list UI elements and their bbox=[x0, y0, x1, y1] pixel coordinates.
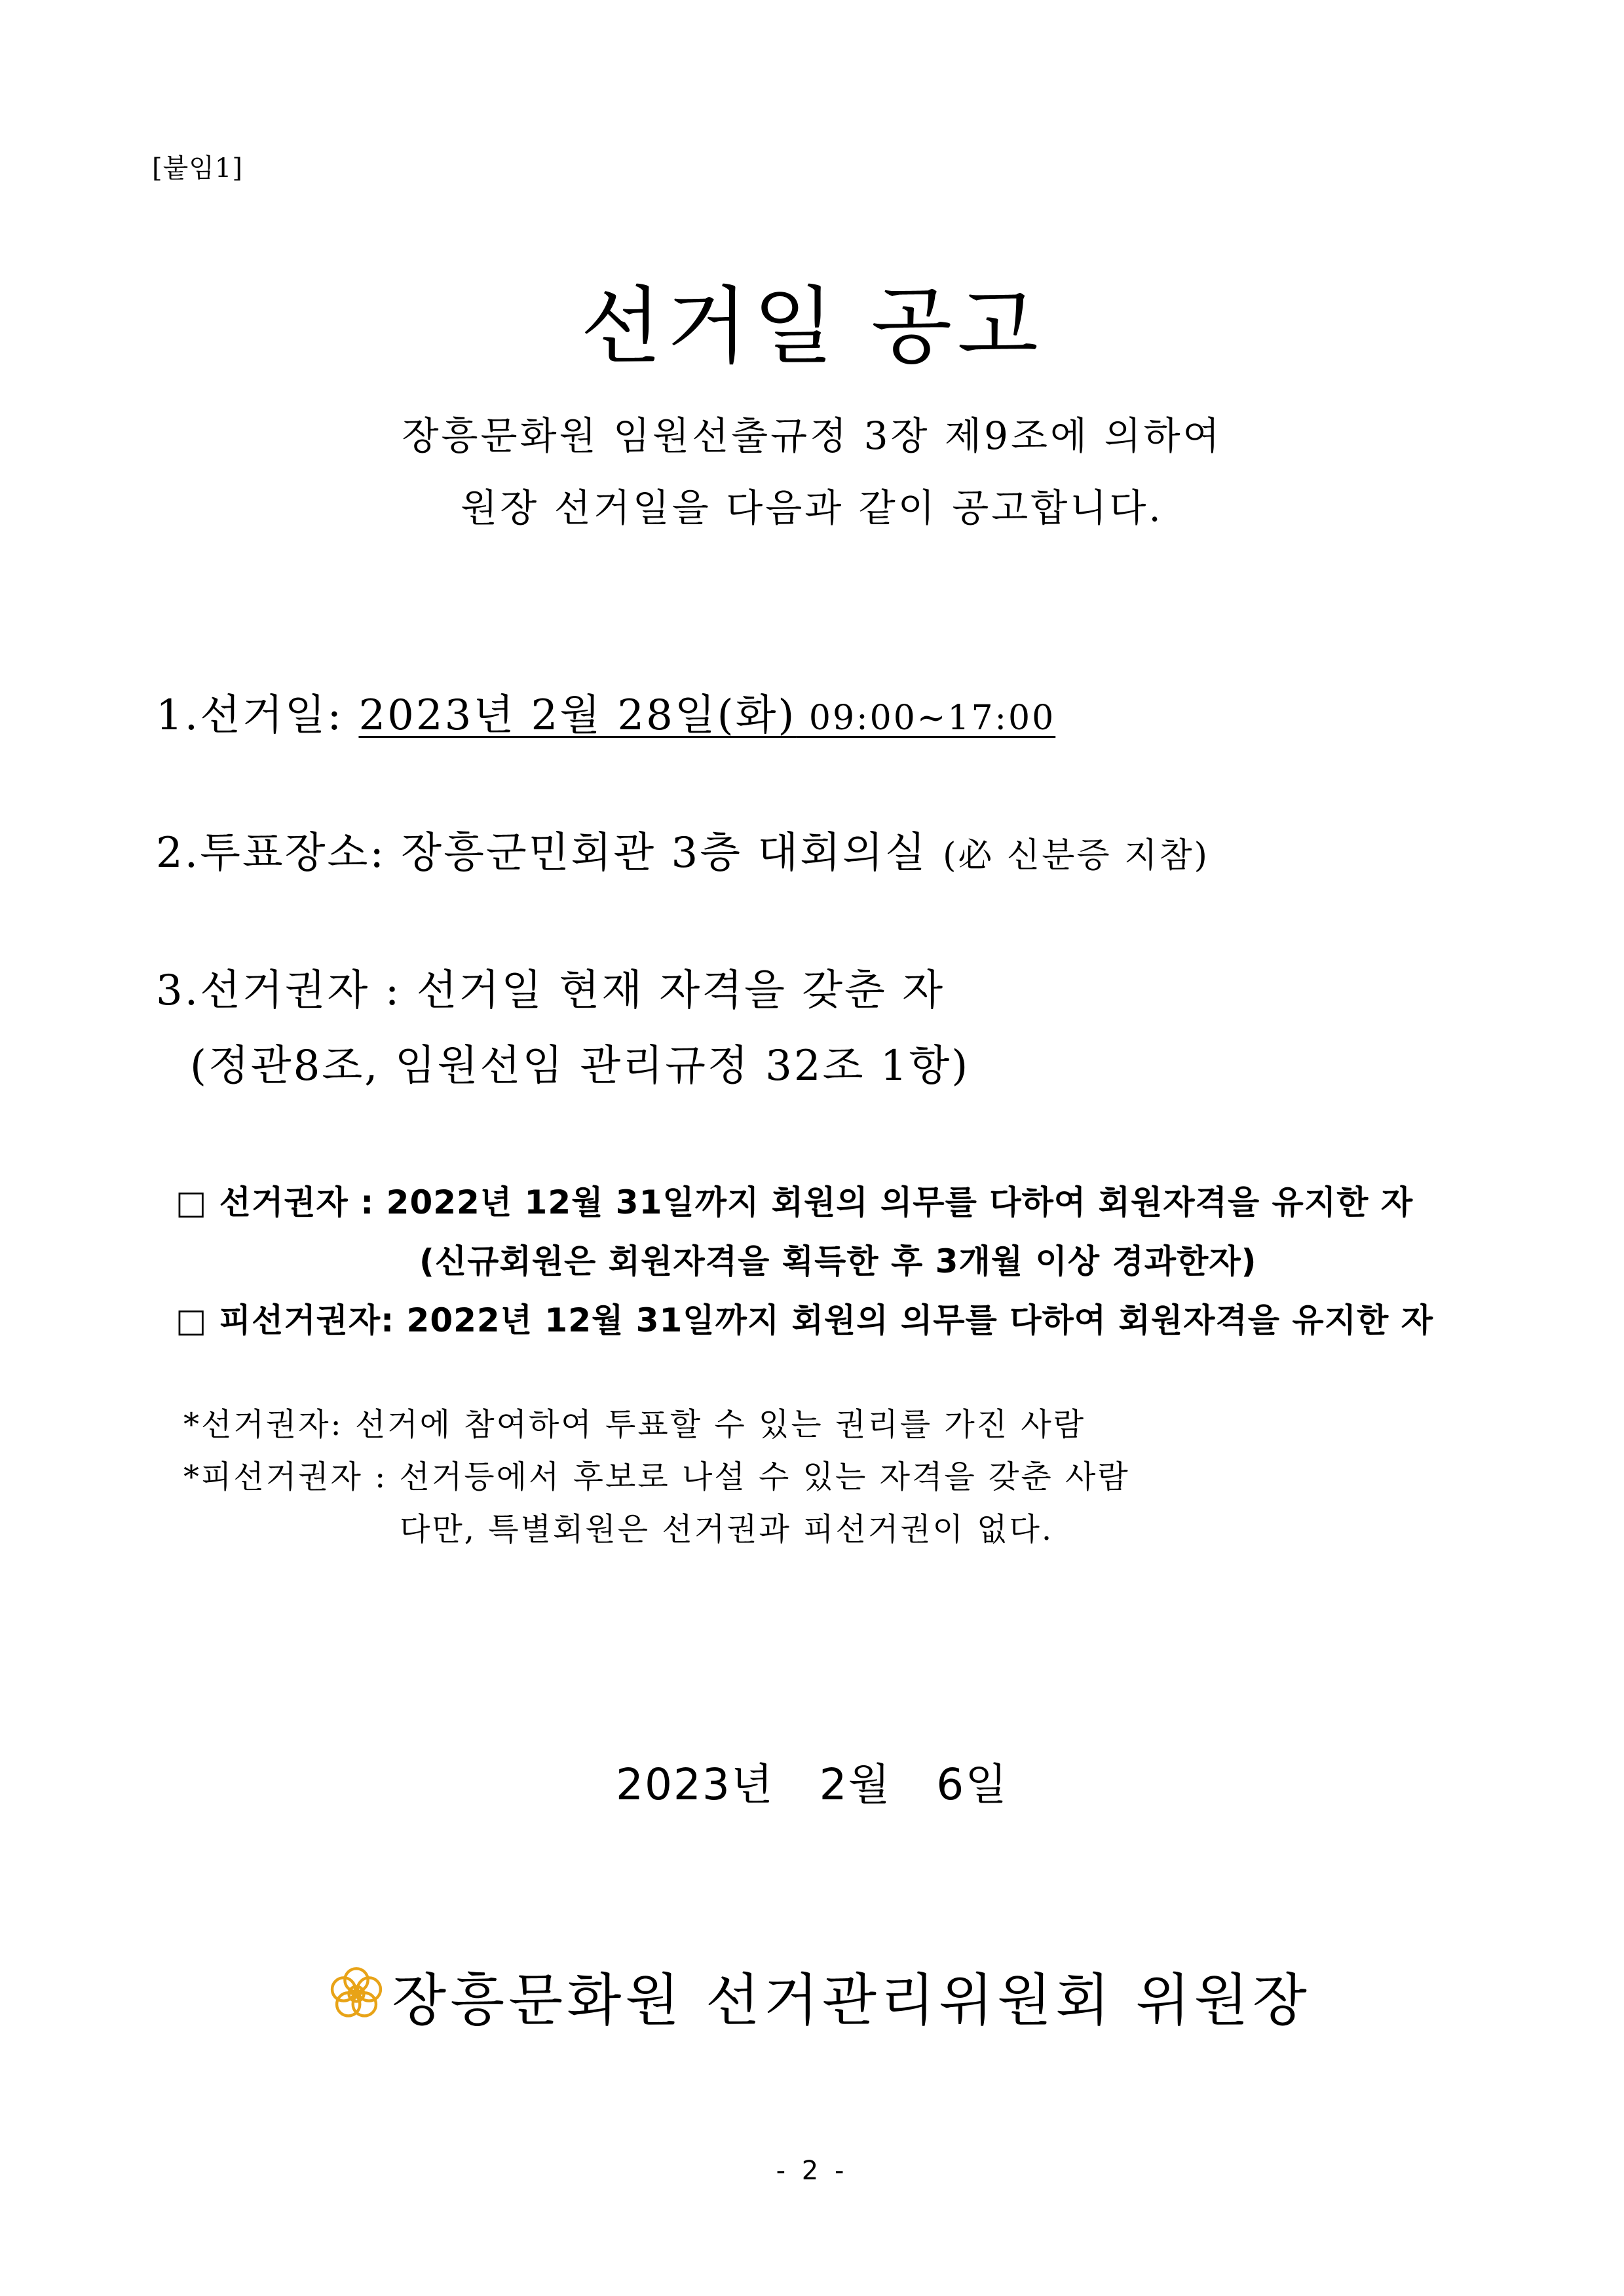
voters-item: 3.선거권자 : 선거일 현재 자격을 갖춘 자 bbox=[156, 966, 945, 1015]
document-title: 선거일 공고 bbox=[580, 278, 1044, 375]
signature-text: 장흥문화원 선거관리위원회 위원장 bbox=[392, 1968, 1311, 2033]
election-day-item bbox=[156, 681, 1055, 742]
election-day-prefix: 1.선거일: bbox=[156, 691, 359, 740]
polling-place-text: 2.투표장소: 장흥군민회관 3층 대회의실 bbox=[156, 829, 943, 877]
footnote-special-member: 다만, 특별회원은 선거권과 피선거권이 없다. bbox=[400, 1511, 1054, 1548]
signature-block bbox=[328, 1956, 1311, 2035]
flower-emblem-icon bbox=[328, 1965, 392, 2025]
polling-place-item bbox=[156, 819, 1209, 879]
election-time: 09:00~17:00 bbox=[796, 698, 1056, 738]
page-number: - 2 - bbox=[776, 2156, 848, 2186]
attachment-label: [붙임1] bbox=[152, 153, 243, 183]
new-member-note: (신규회원은 회원자격을 획득한 후 3개월 이상 경과한자) bbox=[419, 1242, 1257, 1280]
announcement-date: 2023년 2월 6일 bbox=[615, 1759, 1009, 1810]
intro-line-2: 원장 선거일을 다음과 같이 공고합니다. bbox=[461, 486, 1163, 530]
voter-qualification: □ 선거권자 : 2022년 12월 31일까지 회원의 의무를 다하여 회원자격을 유지한 자 bbox=[176, 1183, 1414, 1221]
election-date: 2023년 2월 28일(화) bbox=[358, 691, 797, 740]
footnote-candidate-definition: *피선거권자 : 선거등에서 후보로 나설 수 있는 자격을 갖춘 사람 bbox=[183, 1459, 1130, 1495]
id-required-note: (必 신분증 지참) bbox=[943, 836, 1209, 875]
voters-regulation-note: (정관8조, 임원선임 관리규정 32조 1항) bbox=[190, 1042, 970, 1090]
intro-line-1: 장흥문화원 임원선출규정 3장 제9조에 의하여 bbox=[402, 413, 1222, 458]
candidate-qualification: □ 피선거권자: 2022년 12월 31일까지 회원의 의무를 다하여 회원자격을 유지한 자 bbox=[176, 1301, 1434, 1339]
footnote-voter-definition: *선거권자: 선거에 참여하여 투표할 수 있는 권리를 가진 사람 bbox=[183, 1406, 1086, 1443]
